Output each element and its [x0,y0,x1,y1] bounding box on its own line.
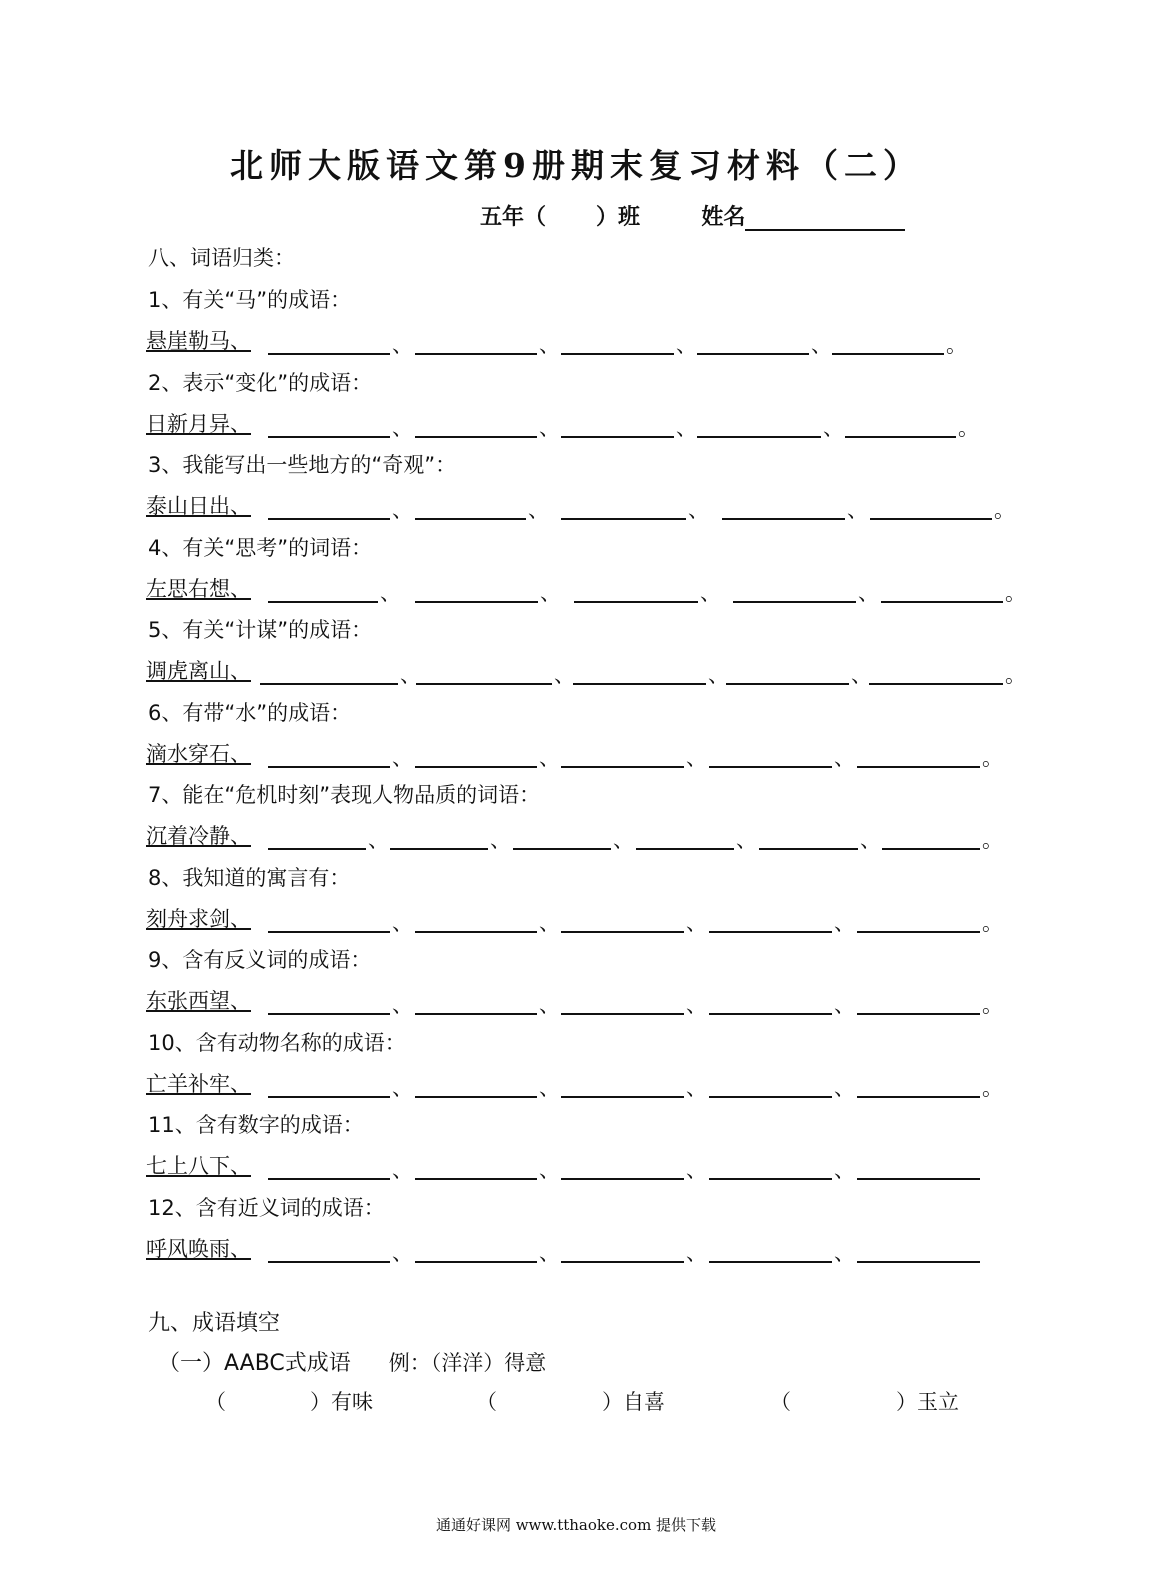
fill-item-2[interactable]: （ ）自喜 [476,1390,665,1414]
separator-mark: 、 [834,911,855,935]
answer-blank[interactable] [268,353,390,355]
answer-blank[interactable] [870,518,992,520]
section-8-heading: 八、词语归类： [148,246,295,270]
separator-mark: 、 [708,663,729,687]
end-mark: 。 [982,911,1003,935]
answer-blank[interactable] [709,1178,832,1180]
grade-prefix: 五年（ [480,205,547,230]
question-prompt: 3、我能写出一些地方的“奇观”： [148,453,457,477]
section-9-heading: 九、成语填空 [148,1311,281,1336]
answer-blank[interactable] [268,1261,390,1263]
question-prompt: 8、我知道的寓言有： [148,866,351,890]
answer-blank[interactable] [415,1261,537,1263]
separator-mark: 、 [700,581,721,605]
separator-mark: 、 [676,416,697,440]
end-mark: 。 [946,333,967,357]
separator-mark: 、 [688,498,709,522]
question-prompt: 5、有关“计谋”的成语： [148,618,373,642]
answer-blank[interactable] [415,766,537,768]
answer-blank[interactable] [268,601,378,603]
class-suffix: ）班 [596,205,641,230]
example-word: 滴水穿石、 [146,742,251,766]
separator-mark: 、 [490,828,511,852]
answer-blank[interactable] [574,601,698,603]
separator-mark: 、 [392,911,413,935]
question-prompt: 11、含有数字的成语： [148,1113,364,1137]
answer-row [146,985,1026,1015]
answer-blank[interactable] [268,518,390,520]
answer-blank[interactable] [845,436,956,438]
answer-blank[interactable] [709,931,832,933]
separator-mark: 、 [860,828,881,852]
answer-blank[interactable] [857,1096,980,1098]
end-mark: 。 [982,993,1003,1017]
answer-blank[interactable] [415,1178,537,1180]
example-word: 东张西望、 [146,989,251,1013]
example-word: 呼风唤雨、 [146,1237,251,1261]
answer-blank[interactable] [561,1261,684,1263]
question-prompt: 4、有关“思考”的词语： [148,536,373,560]
answer-blank[interactable] [268,1096,390,1098]
separator-mark: 、 [539,333,560,357]
separator-mark: 、 [540,581,561,605]
separator-mark: 、 [392,746,413,770]
question-prompt: 2、表示“变化”的成语： [148,371,373,395]
fill-item-1[interactable]: （ ）有味 [205,1390,373,1414]
separator-mark: 、 [368,828,389,852]
separator-mark: 、 [811,333,832,357]
question-prompt: 9、含有反义词的成语： [148,948,372,972]
separator-mark: 、 [736,828,757,852]
answer-blank[interactable] [869,683,1003,685]
answer-row [146,903,1026,933]
answer-blank[interactable] [882,848,980,850]
separator-mark: 、 [834,746,855,770]
separator-mark: 、 [686,1158,707,1182]
separator-mark: 、 [676,333,697,357]
answer-blank[interactable] [857,1178,980,1180]
separator-mark: 、 [834,993,855,1017]
separator-mark: 、 [686,993,707,1017]
example-word: 刻舟求剑、 [146,907,251,931]
answer-blank[interactable] [415,353,537,355]
answer-blank[interactable] [709,1261,832,1263]
answer-blank[interactable] [832,353,944,355]
separator-mark: 、 [392,993,413,1017]
class-name-line [480,200,905,231]
end-mark: 。 [982,1076,1003,1100]
answer-blank[interactable] [561,518,686,520]
separator-mark: 、 [392,1158,413,1182]
footer-credit: 通通好课网 www.tthaoke.com 提供下载 [435,1516,717,1534]
separator-mark: 、 [686,1076,707,1100]
separator-mark: 、 [392,1076,413,1100]
answer-row [146,1068,1026,1098]
end-mark: 。 [982,828,1003,852]
answer-blank[interactable] [857,1013,980,1015]
separator-mark: 、 [539,993,560,1017]
answer-row [146,655,1026,685]
answer-blank[interactable] [416,683,552,685]
answer-blank[interactable] [573,683,706,685]
end-mark: 。 [958,416,979,440]
example-word: 沉着冷静、 [146,824,251,848]
answer-blank[interactable] [709,1096,832,1098]
answer-blank[interactable] [722,518,845,520]
answer-blank[interactable] [268,931,390,933]
answer-blank[interactable] [260,683,398,685]
separator-mark: 、 [834,1076,855,1100]
end-mark: 。 [994,498,1015,522]
answer-row [146,738,1026,768]
answer-blank[interactable] [390,848,488,850]
answer-blank[interactable] [561,436,674,438]
example-word: 亡羊补牢、 [146,1072,251,1096]
end-mark: 。 [1005,663,1026,687]
question-prompt: 7、能在“危机时刻”表现人物品质的词语： [148,783,541,807]
answer-blank[interactable] [636,848,734,850]
answer-blank[interactable] [726,683,849,685]
answer-blank[interactable] [561,353,674,355]
aabc-example: 例：（洋洋）得意 [388,1351,547,1375]
separator-mark: 、 [539,416,560,440]
answer-blank[interactable] [268,1013,390,1015]
separator-mark: 、 [686,746,707,770]
separator-mark: 、 [400,663,421,687]
answer-row [146,325,1026,355]
answer-blank[interactable] [513,848,611,850]
aabc-heading: （一）AABC式成语 [158,1351,351,1376]
example-word: 日新月异、 [146,412,251,436]
separator-mark: 、 [834,1241,855,1265]
separator-mark: 、 [539,1158,560,1182]
question-prompt: 12、含有近义词的成语： [148,1196,385,1220]
separator-mark: 、 [834,1158,855,1182]
answer-blank[interactable] [268,848,366,850]
answer-blank[interactable] [857,931,980,933]
separator-mark: 、 [380,581,401,605]
separator-mark: 、 [392,333,413,357]
separator-mark: 、 [392,498,413,522]
question-prompt: 10、含有动物名称的成语： [148,1031,406,1055]
answer-row [146,1233,1026,1263]
answer-blank[interactable] [561,1096,684,1098]
name-label: 姓名 [701,205,746,230]
answer-blank[interactable] [415,518,526,520]
separator-mark: 、 [392,416,413,440]
section-9-subheading [158,1346,546,1377]
end-mark: 。 [982,746,1003,770]
answer-blank[interactable] [733,601,856,603]
answer-blank[interactable] [697,353,809,355]
answer-row [146,490,1026,520]
answer-blank[interactable] [268,436,390,438]
answer-blank[interactable] [881,601,1003,603]
answer-blank[interactable] [415,436,537,438]
question-prompt: 6、有带“水”的成语： [148,701,352,725]
answer-blank[interactable] [697,436,821,438]
answer-blank[interactable] [561,1178,684,1180]
answer-blank[interactable] [857,1261,980,1263]
example-word: 悬崖勒马、 [146,329,251,353]
answer-blank[interactable] [268,1178,390,1180]
question-prompt: 1、有关“马”的成语： [148,288,352,312]
answer-blank[interactable] [709,766,832,768]
separator-mark: 、 [686,1241,707,1265]
separator-mark: 、 [392,1241,413,1265]
separator-mark: 、 [539,911,560,935]
answer-blank[interactable] [709,1013,832,1015]
answer-row [146,1150,1026,1180]
answer-row [146,820,1026,850]
page-title: 北师大版语文第9册期末复习材料（二） [230,146,922,185]
separator-mark: 、 [823,416,844,440]
example-word: 七上八下、 [146,1154,251,1178]
answer-blank[interactable] [415,1013,537,1015]
separator-mark: 、 [851,663,872,687]
answer-blank[interactable] [561,931,684,933]
answer-blank[interactable] [857,766,980,768]
answer-blank[interactable] [268,766,390,768]
answer-blank[interactable] [561,766,684,768]
separator-mark: 、 [613,828,634,852]
separator-mark: 、 [539,746,560,770]
name-blank[interactable] [745,203,905,231]
example-word: 左思右想、 [146,577,251,601]
separator-mark: 、 [847,498,868,522]
answer-blank[interactable] [561,1013,684,1015]
answer-row [146,408,1026,438]
separator-mark: 、 [554,663,575,687]
answer-row [146,573,1026,603]
answer-blank[interactable] [759,848,858,850]
answer-blank[interactable] [415,931,537,933]
separator-mark: 、 [528,498,549,522]
end-mark: 。 [1005,581,1026,605]
answer-blank[interactable] [415,1096,537,1098]
separator-mark: 、 [858,581,879,605]
answer-blank[interactable] [415,601,538,603]
example-word: 调虎离山、 [146,659,251,683]
fill-item-3[interactable]: （ ）玉立 [770,1390,959,1414]
separator-mark: 、 [539,1241,560,1265]
example-word: 泰山日出、 [146,494,251,518]
separator-mark: 、 [539,1076,560,1100]
separator-mark: 、 [686,911,707,935]
